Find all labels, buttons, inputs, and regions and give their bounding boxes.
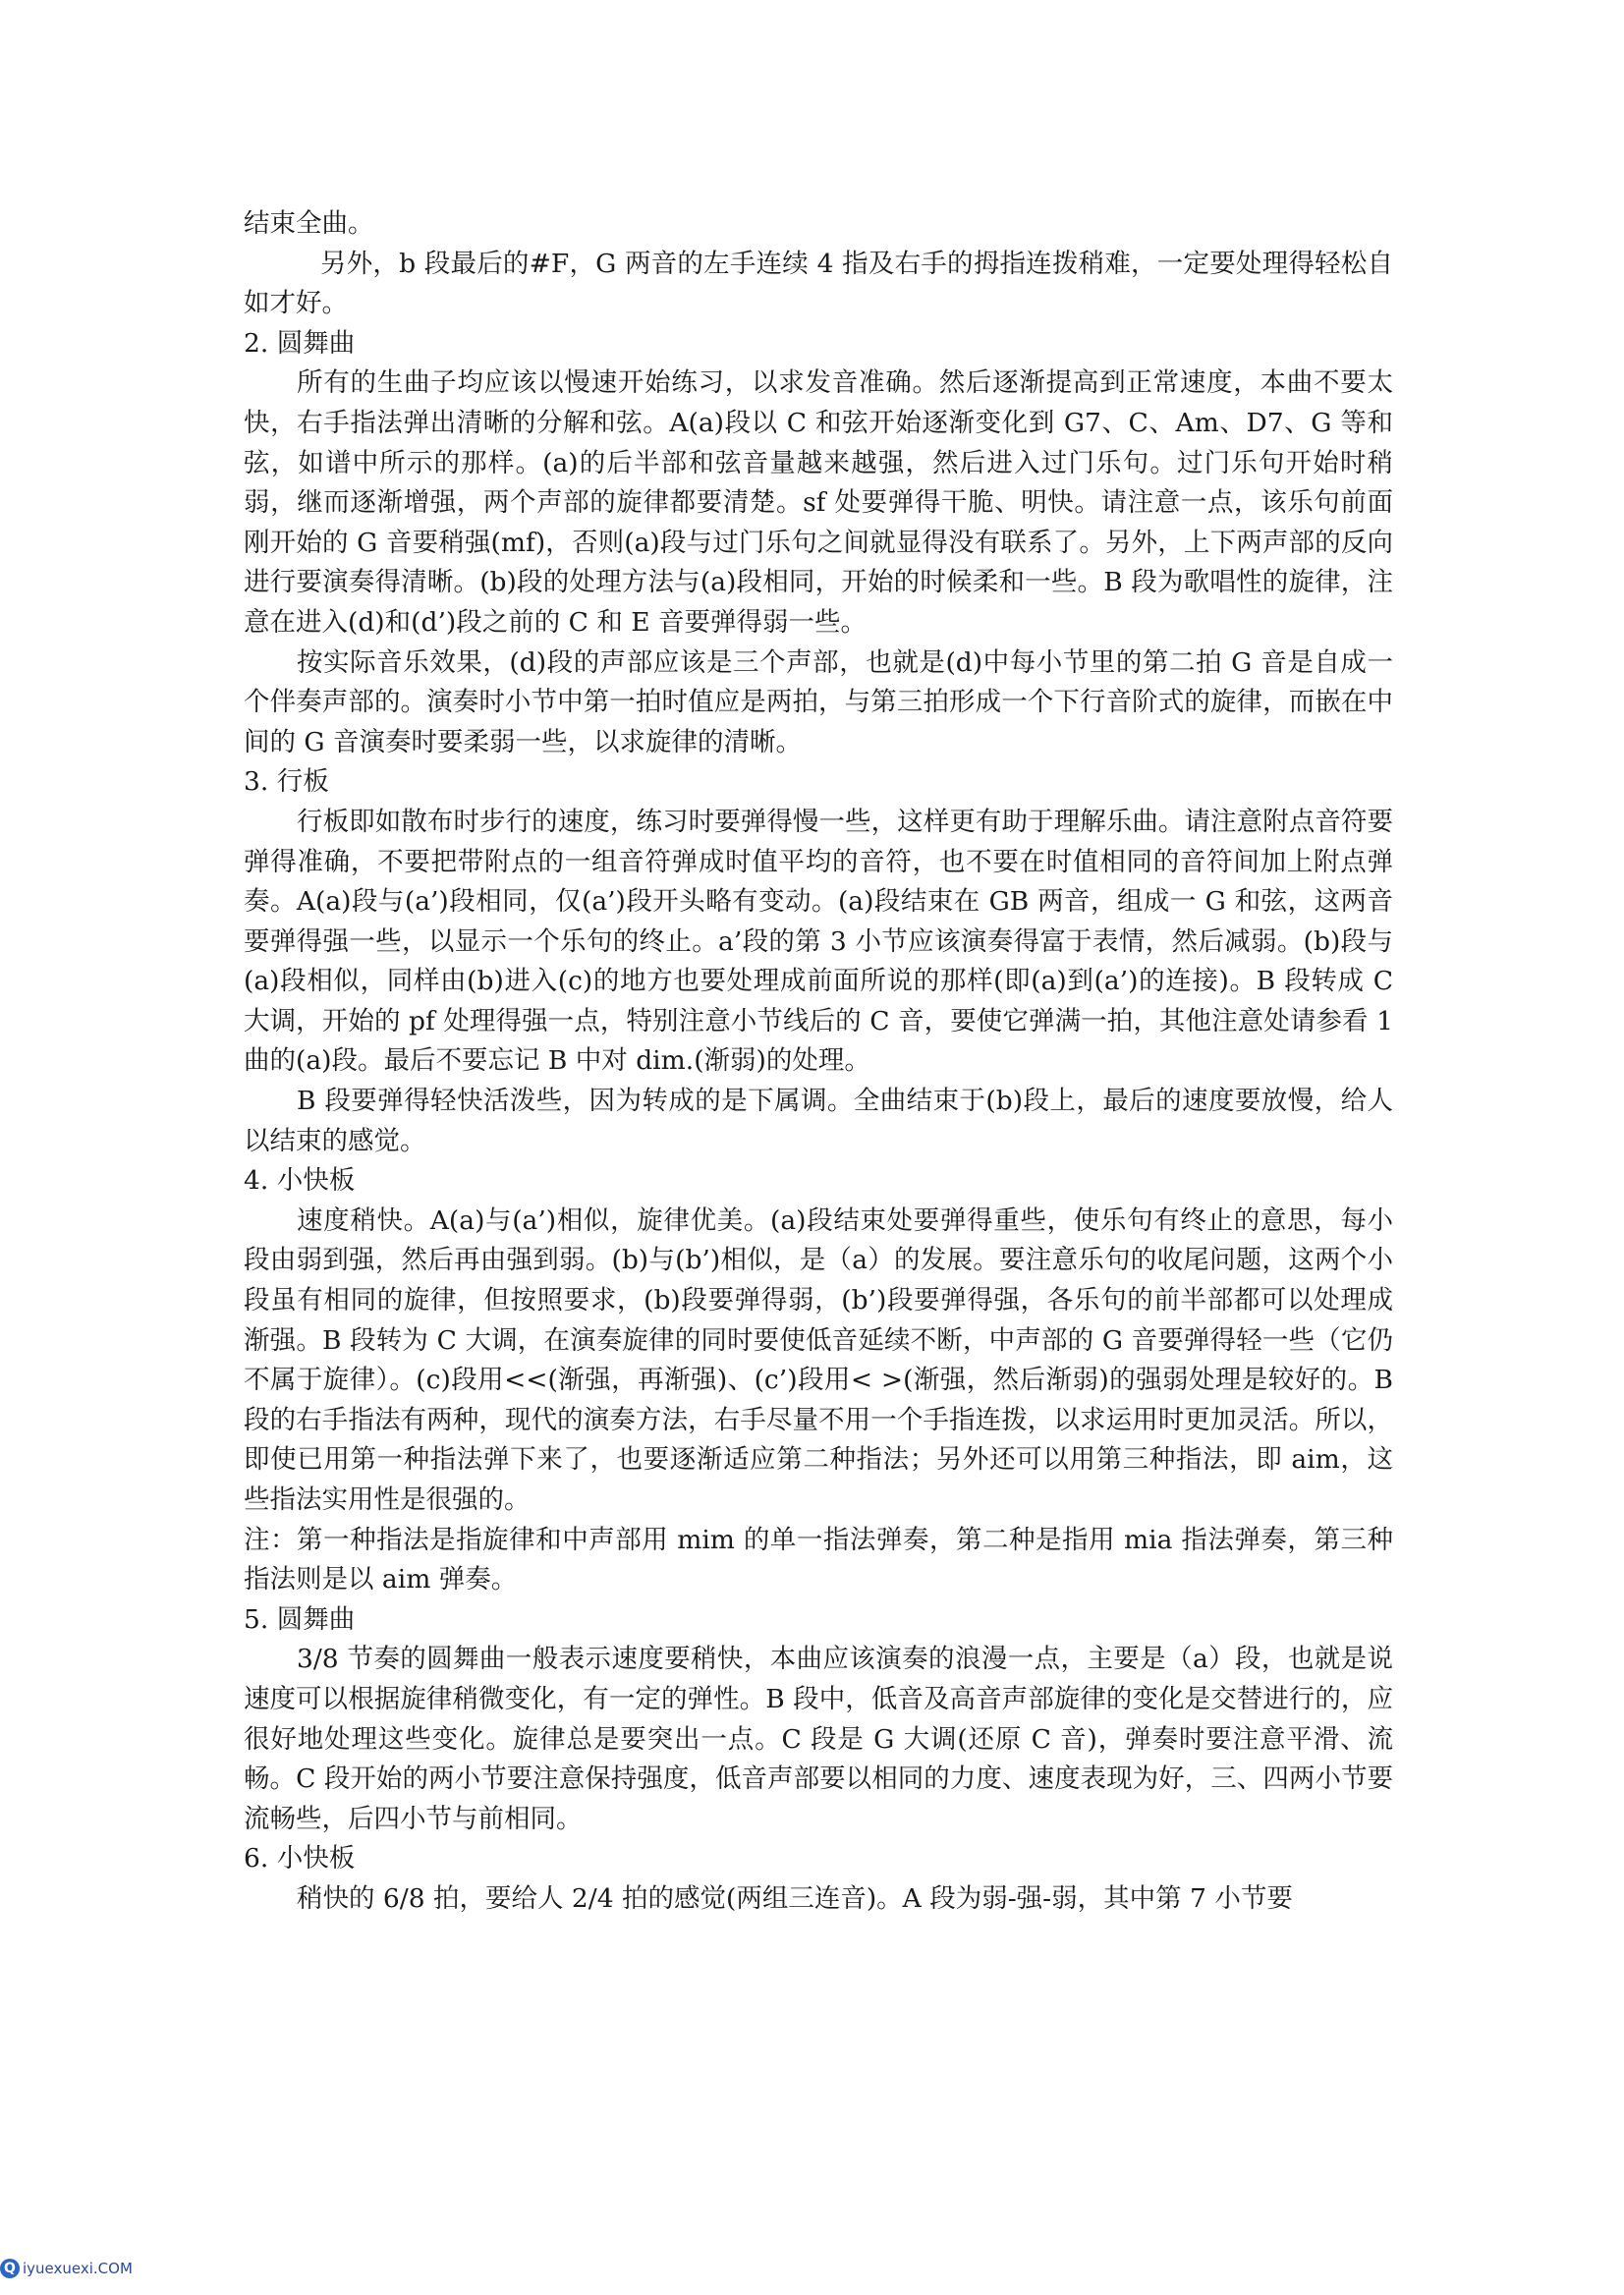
section-heading: 5. 圆舞曲 — [244, 1603, 356, 1635]
site-name: iyuexuexi.COM — [23, 2260, 133, 2277]
note-paragraph: 注：第一种指法是指旋律和中声部用 mim 的单一指法弹奏，第二种是指用 mia 指法弹奏，第三种指法则是以 aim 弹奏。 — [244, 1524, 1393, 1595]
paragraph: 速度稍快。A(a)与(a’)相似，旋律优美。(a)段结束处要弹得重些，使乐句有终止的意思，每小段由弱到强，然后再由强到弱。(b)与(b’)相似，是（a）的发展。要注意乐句的收尾问题，这两个小段虽有相同的旋律，但按照要求，(b)段要弹得弱，(b’)段要弹得强，各乐句的前半部都可以处理成渐强。B 段转为 C 大调，在演奏旋律的同时要使低音延续不断，中声部的 G 音要弹得轻一些（它仍不属于旋律）。(c)段用<<(渐强，再渐强)、(c’)段用< >(渐强，然后渐弱)的强弱处理是较好的。B 段的右手指法有两种，现代的演奏方法，右手尽量不用一个手指连拨，以求运用时更加灵活。所以，即使已用第一种指法弹下来了，也要逐渐适应第二种指法；另外还可以用第三种指法，即 aim，这些指法实用性是很强的。 — [244, 1204, 1393, 1515]
paragraph: 行板即如散布时步行的速度，练习时要弹得慢一些，这样更有助于理解乐曲。请注意附点音符要弹得准确，不要把带附点的一组音符弹成时值平均的音符，也不要在时值相同的音符间加上附点弹奏。A(a)段与(a’)段相同，仅(a’)段开头略有变动。(a)段结束在 GB 两音，组成一 G 和弦，这两音要弹得强一些，以显示一个乐句的终止。a’段的第 3 小节应该演奏得富于表情，然后减弱。(b)段与(a)段相似，同样由(b)进入(c)的地方也要处理成前面所说的那样(即(a)到(a’)的连接)。B 段转成 C 大调，开始的 pf 处理得强一点，特别注意小节线后的 C 音，要使它弹满一拍，其他注意处请参看 1 曲的(a)段。最后不要忘记 B 中对 dim.(渐弱)的处理。 — [244, 806, 1393, 1077]
section-heading: 3. 行板 — [244, 766, 329, 798]
section-heading: 6. 小快板 — [244, 1843, 356, 1875]
paragraph: 按实际音乐效果，(d)段的声部应该是三个声部，也就是(d)中每小节里的第二拍 G 音是自成一个伴奏声部的。演奏时小节中第一拍时值应是两拍，与第三拍形成一个下行音阶式的旋律，而嵌在中间的 G 音演奏时要柔弱一些，以求旋律的清晰。 — [244, 646, 1393, 757]
paragraph: 3/8 节奏的圆舞曲一般表示速度要稍快，本曲应该演奏的浪漫一点，主要是（a）段，也就是说速度可以根据旋律稍微变化，有一定的弹性。B 段中，低音及高音声部旋律的变化是交替进行的，应很好地处理这些变化。旋律总是要突出一点。C 段是 G 大调(还原 C 音)，弹奏时要注意平滑、流畅。C 段开始的两小节要注意保持强度，低音声部要以相同的力度、速度表现为好，三、四两小节要流畅些，后四小节与前相同。 — [244, 1644, 1393, 1834]
section-heading: 4. 小快板 — [244, 1165, 356, 1197]
paragraph: B 段要弹得轻快活泼些，因为转成的是下属调。全曲结束于(b)段上，最后的速度要放慢，给人以结束的感觉。 — [244, 1086, 1393, 1156]
paragraph: 稍快的 6/8 拍，要给人 2/4 拍的感觉(两组三连音)。A 段为弱-强-弱，其中第 7 小节要 — [297, 1882, 1293, 1914]
document-body — [244, 204, 1393, 1920]
site-watermark — [0, 2255, 157, 2282]
section-heading: 2. 圆舞曲 — [244, 327, 356, 359]
paragraph: 结束全曲。 — [244, 208, 374, 239]
paragraph: 另外，b 段最后的#F，G 两音的左手连续 4 指及右手的拇指连拨稍难，一定要处理得轻松自如才好。 — [244, 248, 1393, 319]
site-logo-icon: Q — [0, 2259, 20, 2278]
paragraph: 所有的生曲子均应该以慢速开始练习，以求发音准确。然后逐渐提高到正常速度，本曲不要太快，右手指法弹出清晰的分解和弦。A(a)段以 C 和弦开始逐渐变化到 G7、C、Am、D7、G 等和弦，如谱中所示的那样。(a)的后半部和弦音量越来越强，然后进入过门乐句。过门乐句开始时稍弱，继而逐渐增强，两个声部的旋律都要清楚。sf 处要弹得干脆、明快。请注意一点，该乐句前面刚开始的 G 音要稍强(mf)，否则(a)段与过门乐句之间就显得没有联系了。另外，上下两声部的反向进行要演奏得清晰。(b)段的处理方法与(a)段相同，开始的时候柔和一些。B 段为歌唱性的旋律，注意在进入(d)和(d’)段之前的 C 和 E 音要弹得弱一些。 — [244, 367, 1393, 638]
